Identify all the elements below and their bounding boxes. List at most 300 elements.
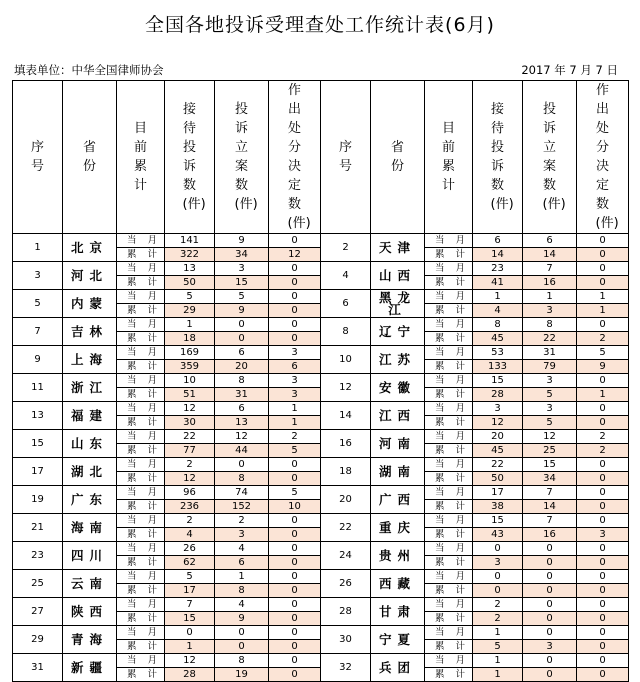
header-cumulative: 目前累计 xyxy=(117,81,165,234)
cumulative-label: 累 计 xyxy=(117,444,165,458)
decided-cumulative-cell: 3 xyxy=(269,388,321,402)
decided-cumulative-cell: 0 xyxy=(577,248,629,262)
month-label: 当 月 xyxy=(117,234,165,248)
cumulative-label: 累 计 xyxy=(425,472,473,486)
table-row xyxy=(13,318,629,332)
received-month-cell: 169 xyxy=(165,346,215,360)
month-label: 当 月 xyxy=(425,486,473,500)
month-label: 当 月 xyxy=(117,262,165,276)
filed-cumulative-cell: 44 xyxy=(215,444,269,458)
header-row xyxy=(13,81,629,234)
filed-cumulative-cell: 0 xyxy=(523,556,577,570)
province-cell: 浙江 xyxy=(63,374,117,402)
seq-cell: 19 xyxy=(13,486,63,514)
cumulative-label: 累 计 xyxy=(425,640,473,654)
received-month-cell: 0 xyxy=(473,570,523,584)
received-cumulative-cell: 133 xyxy=(473,360,523,374)
seq-cell: 32 xyxy=(321,654,371,682)
cumulative-label: 累 计 xyxy=(117,416,165,430)
seq-cell: 12 xyxy=(321,374,371,402)
month-label: 当 月 xyxy=(425,318,473,332)
province-cell: 四川 xyxy=(63,542,117,570)
seq-cell: 25 xyxy=(13,570,63,598)
received-month-cell: 141 xyxy=(165,234,215,248)
cumulative-label: 累 计 xyxy=(117,360,165,374)
province-cell: 甘肃 xyxy=(371,598,425,626)
table-row xyxy=(13,654,629,668)
received-cumulative-cell: 12 xyxy=(165,472,215,486)
header-seq: 序号 xyxy=(321,81,371,234)
received-cumulative-cell: 50 xyxy=(473,472,523,486)
cumulative-label: 累 计 xyxy=(425,668,473,682)
filed-month-cell: 15 xyxy=(523,458,577,472)
seq-cell: 5 xyxy=(13,290,63,318)
province-cell: 河北 xyxy=(63,262,117,290)
table-row xyxy=(13,374,629,388)
received-month-cell: 7 xyxy=(165,598,215,612)
decided-month-cell: 3 xyxy=(269,374,321,388)
month-label: 当 月 xyxy=(117,598,165,612)
province-cell: 河南 xyxy=(371,430,425,458)
received-cumulative-cell: 5 xyxy=(473,640,523,654)
header-received: 接待投诉数(件) xyxy=(473,81,523,234)
seq-cell: 18 xyxy=(321,458,371,486)
cumulative-label: 累 计 xyxy=(117,472,165,486)
decided-month-cell: 5 xyxy=(269,486,321,500)
received-month-cell: 0 xyxy=(473,542,523,556)
header-filed: 投诉立案数(件) xyxy=(523,81,577,234)
month-label: 当 月 xyxy=(425,598,473,612)
seq-cell: 7 xyxy=(13,318,63,346)
cumulative-label: 累 计 xyxy=(425,360,473,374)
decided-cumulative-cell: 0 xyxy=(269,332,321,346)
province-cell: 宁夏 xyxy=(371,626,425,654)
cumulative-label: 累 计 xyxy=(117,388,165,402)
cumulative-label: 累 计 xyxy=(117,248,165,262)
seq-cell: 9 xyxy=(13,346,63,374)
cumulative-label: 累 计 xyxy=(425,584,473,598)
seq-cell: 1 xyxy=(13,234,63,262)
seq-cell: 11 xyxy=(13,374,63,402)
decided-month-cell: 2 xyxy=(269,430,321,444)
decided-month-cell: 0 xyxy=(577,262,629,276)
decided-month-cell: 0 xyxy=(269,262,321,276)
filed-month-cell: 6 xyxy=(215,346,269,360)
province-cell: 兵团 xyxy=(371,654,425,682)
filed-month-cell: 5 xyxy=(215,290,269,304)
filed-month-cell: 0 xyxy=(215,318,269,332)
filed-cumulative-cell: 6 xyxy=(215,556,269,570)
seq-cell: 16 xyxy=(321,430,371,458)
decided-month-cell: 0 xyxy=(577,598,629,612)
received-cumulative-cell: 43 xyxy=(473,528,523,542)
received-cumulative-cell: 77 xyxy=(165,444,215,458)
province-cell: 上海 xyxy=(63,346,117,374)
filed-month-cell: 9 xyxy=(215,234,269,248)
page-title: 全国各地投诉受理查处工作统计表(6月) xyxy=(145,14,495,36)
filed-cumulative-cell: 3 xyxy=(215,528,269,542)
decided-cumulative-cell: 0 xyxy=(269,304,321,318)
decided-cumulative-cell: 2 xyxy=(577,332,629,346)
seq-cell: 4 xyxy=(321,262,371,290)
decided-month-cell: 0 xyxy=(577,626,629,640)
cumulative-label: 累 计 xyxy=(425,332,473,346)
seq-cell: 30 xyxy=(321,626,371,654)
filed-cumulative-cell: 14 xyxy=(523,500,577,514)
filed-month-cell: 0 xyxy=(215,626,269,640)
province-cell: 福建 xyxy=(63,402,117,430)
header-province: 省份 xyxy=(63,81,117,234)
month-label: 当 月 xyxy=(425,262,473,276)
province-cell: 西藏 xyxy=(371,570,425,598)
filed-month-cell: 31 xyxy=(523,346,577,360)
filed-cumulative-cell: 34 xyxy=(523,472,577,486)
decided-month-cell: 0 xyxy=(577,374,629,388)
decided-cumulative-cell: 1 xyxy=(577,388,629,402)
decided-month-cell: 0 xyxy=(577,318,629,332)
filed-month-cell: 0 xyxy=(523,598,577,612)
decided-month-cell: 0 xyxy=(269,458,321,472)
received-month-cell: 5 xyxy=(165,290,215,304)
filed-month-cell: 74 xyxy=(215,486,269,500)
received-cumulative-cell: 30 xyxy=(165,416,215,430)
received-cumulative-cell: 14 xyxy=(473,248,523,262)
seq-cell: 14 xyxy=(321,402,371,430)
province-cell: 广西 xyxy=(371,486,425,514)
filed-cumulative-cell: 5 xyxy=(523,388,577,402)
province-cell: 安徽 xyxy=(371,374,425,402)
decided-cumulative-cell: 0 xyxy=(269,640,321,654)
received-month-cell: 26 xyxy=(165,542,215,556)
received-cumulative-cell: 51 xyxy=(165,388,215,402)
seq-cell: 17 xyxy=(13,458,63,486)
filed-month-cell: 0 xyxy=(523,570,577,584)
province-cell: 辽宁 xyxy=(371,318,425,346)
month-label: 当 月 xyxy=(425,626,473,640)
filed-month-cell: 12 xyxy=(215,430,269,444)
month-label: 当 月 xyxy=(425,542,473,556)
received-cumulative-cell: 28 xyxy=(165,668,215,682)
month-label: 当 月 xyxy=(117,402,165,416)
received-cumulative-cell: 18 xyxy=(165,332,215,346)
decided-month-cell: 0 xyxy=(577,458,629,472)
cumulative-label: 累 计 xyxy=(117,500,165,514)
received-cumulative-cell: 4 xyxy=(473,304,523,318)
month-label: 当 月 xyxy=(117,514,165,528)
decided-cumulative-cell: 0 xyxy=(577,668,629,682)
month-label: 当 月 xyxy=(117,486,165,500)
filed-cumulative-cell: 152 xyxy=(215,500,269,514)
filed-month-cell: 3 xyxy=(523,374,577,388)
seq-cell: 21 xyxy=(13,514,63,542)
received-month-cell: 13 xyxy=(165,262,215,276)
month-label: 当 月 xyxy=(425,234,473,248)
received-cumulative-cell: 41 xyxy=(473,276,523,290)
received-month-cell: 10 xyxy=(165,374,215,388)
received-cumulative-cell: 0 xyxy=(473,584,523,598)
seq-cell: 2 xyxy=(321,234,371,262)
filed-cumulative-cell: 5 xyxy=(523,416,577,430)
received-month-cell: 23 xyxy=(473,262,523,276)
seq-cell: 29 xyxy=(13,626,63,654)
decided-month-cell: 0 xyxy=(269,318,321,332)
table-row xyxy=(13,626,629,640)
province-cell: 青海 xyxy=(63,626,117,654)
cumulative-label: 累 计 xyxy=(425,416,473,430)
filed-cumulative-cell: 14 xyxy=(523,248,577,262)
received-cumulative-cell: 45 xyxy=(473,444,523,458)
received-cumulative-cell: 2 xyxy=(473,612,523,626)
header-decided: 作出处分决定数(件) xyxy=(269,81,321,234)
cumulative-label: 累 计 xyxy=(117,584,165,598)
filed-cumulative-cell: 16 xyxy=(523,276,577,290)
decided-cumulative-cell: 1 xyxy=(577,304,629,318)
cumulative-label: 累 计 xyxy=(425,276,473,290)
cumulative-label: 累 计 xyxy=(425,500,473,514)
received-month-cell: 12 xyxy=(165,402,215,416)
decided-month-cell: 0 xyxy=(269,654,321,668)
decided-month-cell: 0 xyxy=(269,598,321,612)
decided-cumulative-cell: 10 xyxy=(269,500,321,514)
month-label: 当 月 xyxy=(117,346,165,360)
received-cumulative-cell: 38 xyxy=(473,500,523,514)
seq-cell: 8 xyxy=(321,318,371,346)
month-label: 当 月 xyxy=(117,374,165,388)
month-label: 当 月 xyxy=(117,654,165,668)
received-month-cell: 22 xyxy=(165,430,215,444)
filed-month-cell: 8 xyxy=(523,318,577,332)
seq-cell: 3 xyxy=(13,262,63,290)
province-cell: 贵州 xyxy=(371,542,425,570)
filed-month-cell: 8 xyxy=(215,374,269,388)
cumulative-label: 累 计 xyxy=(425,248,473,262)
received-cumulative-cell: 1 xyxy=(165,640,215,654)
filed-month-cell: 8 xyxy=(215,654,269,668)
table-row xyxy=(13,430,629,444)
decided-month-cell: 0 xyxy=(577,542,629,556)
province-cell: 湖北 xyxy=(63,458,117,486)
received-month-cell: 0 xyxy=(165,626,215,640)
decided-cumulative-cell: 3 xyxy=(577,528,629,542)
province-cell: 陕西 xyxy=(63,598,117,626)
filed-cumulative-cell: 0 xyxy=(215,640,269,654)
filed-month-cell: 0 xyxy=(523,626,577,640)
table-row xyxy=(13,234,629,248)
received-month-cell: 3 xyxy=(473,402,523,416)
month-label: 当 月 xyxy=(117,318,165,332)
month-label: 当 月 xyxy=(425,402,473,416)
table-row xyxy=(13,262,629,276)
province-cell: 山东 xyxy=(63,430,117,458)
cumulative-label: 累 计 xyxy=(117,668,165,682)
decided-cumulative-cell: 6 xyxy=(269,360,321,374)
decided-cumulative-cell: 0 xyxy=(269,528,321,542)
table-row xyxy=(13,346,629,360)
filed-month-cell: 0 xyxy=(215,458,269,472)
decided-month-cell: 0 xyxy=(577,486,629,500)
filed-cumulative-cell: 25 xyxy=(523,444,577,458)
decided-cumulative-cell: 1 xyxy=(269,416,321,430)
filed-month-cell: 0 xyxy=(523,654,577,668)
received-cumulative-cell: 322 xyxy=(165,248,215,262)
filed-cumulative-cell: 0 xyxy=(523,612,577,626)
received-cumulative-cell: 12 xyxy=(473,416,523,430)
seq-cell: 31 xyxy=(13,654,63,682)
province-cell: 江西 xyxy=(371,402,425,430)
province-cell: 海南 xyxy=(63,514,117,542)
decided-cumulative-cell: 0 xyxy=(269,612,321,626)
month-label: 当 月 xyxy=(425,654,473,668)
decided-cumulative-cell: 0 xyxy=(577,640,629,654)
received-month-cell: 1 xyxy=(473,654,523,668)
table-row xyxy=(13,486,629,500)
cumulative-label: 累 计 xyxy=(117,640,165,654)
received-month-cell: 1 xyxy=(473,290,523,304)
decided-cumulative-cell: 12 xyxy=(269,248,321,262)
received-month-cell: 2 xyxy=(165,458,215,472)
received-cumulative-cell: 28 xyxy=(473,388,523,402)
decided-month-cell: 0 xyxy=(269,626,321,640)
received-cumulative-cell: 62 xyxy=(165,556,215,570)
filed-cumulative-cell: 3 xyxy=(523,304,577,318)
decided-cumulative-cell: 0 xyxy=(269,668,321,682)
filed-cumulative-cell: 19 xyxy=(215,668,269,682)
seq-cell: 22 xyxy=(321,514,371,542)
decided-month-cell: 0 xyxy=(577,654,629,668)
seq-cell: 24 xyxy=(321,542,371,570)
received-month-cell: 15 xyxy=(473,374,523,388)
decided-cumulative-cell: 0 xyxy=(269,276,321,290)
filed-month-cell: 6 xyxy=(215,402,269,416)
decided-month-cell: 0 xyxy=(577,570,629,584)
filed-cumulative-cell: 34 xyxy=(215,248,269,262)
province-cell: 江苏 xyxy=(371,346,425,374)
filed-cumulative-cell: 0 xyxy=(523,668,577,682)
header-decided: 作出处分决定数(件) xyxy=(577,81,629,234)
filed-month-cell: 1 xyxy=(523,290,577,304)
month-label: 当 月 xyxy=(117,458,165,472)
month-label: 当 月 xyxy=(425,430,473,444)
decided-month-cell: 0 xyxy=(269,570,321,584)
received-cumulative-cell: 1 xyxy=(473,668,523,682)
received-cumulative-cell: 29 xyxy=(165,304,215,318)
seq-cell: 13 xyxy=(13,402,63,430)
cumulative-label: 累 计 xyxy=(425,444,473,458)
month-label: 当 月 xyxy=(425,570,473,584)
filed-cumulative-cell: 3 xyxy=(523,640,577,654)
table-row xyxy=(13,402,629,416)
table-body xyxy=(13,234,629,682)
received-month-cell: 15 xyxy=(473,514,523,528)
filed-month-cell: 2 xyxy=(215,514,269,528)
cumulative-label: 累 计 xyxy=(117,276,165,290)
cumulative-label: 累 计 xyxy=(425,612,473,626)
province-cell: 黑龙江 xyxy=(371,290,425,318)
received-cumulative-cell: 3 xyxy=(473,556,523,570)
month-label: 当 月 xyxy=(425,290,473,304)
month-label: 当 月 xyxy=(117,542,165,556)
table-row xyxy=(13,598,629,612)
filed-month-cell: 4 xyxy=(215,542,269,556)
seq-cell: 28 xyxy=(321,598,371,626)
decided-cumulative-cell: 0 xyxy=(269,584,321,598)
filing-unit: 填表单位：中华全国律师协会 xyxy=(14,63,164,77)
filed-month-cell: 7 xyxy=(523,486,577,500)
month-label: 当 月 xyxy=(425,346,473,360)
decided-month-cell: 1 xyxy=(577,290,629,304)
decided-cumulative-cell: 0 xyxy=(577,276,629,290)
received-cumulative-cell: 359 xyxy=(165,360,215,374)
decided-month-cell: 0 xyxy=(577,514,629,528)
received-month-cell: 1 xyxy=(473,626,523,640)
province-cell: 内蒙 xyxy=(63,290,117,318)
cumulative-label: 累 计 xyxy=(117,528,165,542)
received-month-cell: 20 xyxy=(473,430,523,444)
header-filed: 投诉立案数(件) xyxy=(215,81,269,234)
filed-month-cell: 7 xyxy=(523,262,577,276)
seq-cell: 20 xyxy=(321,486,371,514)
filed-cumulative-cell: 31 xyxy=(215,388,269,402)
received-month-cell: 96 xyxy=(165,486,215,500)
received-month-cell: 8 xyxy=(473,318,523,332)
received-cumulative-cell: 4 xyxy=(165,528,215,542)
filed-month-cell: 7 xyxy=(523,514,577,528)
received-month-cell: 12 xyxy=(165,654,215,668)
decided-cumulative-cell: 0 xyxy=(577,612,629,626)
filed-cumulative-cell: 15 xyxy=(215,276,269,290)
received-cumulative-cell: 15 xyxy=(165,612,215,626)
month-label: 当 月 xyxy=(117,626,165,640)
filed-cumulative-cell: 9 xyxy=(215,304,269,318)
decided-month-cell: 0 xyxy=(269,542,321,556)
filed-cumulative-cell: 0 xyxy=(523,584,577,598)
month-label: 当 月 xyxy=(425,458,473,472)
decided-cumulative-cell: 2 xyxy=(577,444,629,458)
province-cell: 山西 xyxy=(371,262,425,290)
received-cumulative-cell: 17 xyxy=(165,584,215,598)
month-label: 当 月 xyxy=(117,570,165,584)
month-label: 当 月 xyxy=(117,430,165,444)
header-cumulative: 目前累计 xyxy=(425,81,473,234)
received-month-cell: 2 xyxy=(165,514,215,528)
filed-month-cell: 4 xyxy=(215,598,269,612)
cumulative-label: 累 计 xyxy=(425,556,473,570)
received-cumulative-cell: 45 xyxy=(473,332,523,346)
decided-month-cell: 1 xyxy=(269,402,321,416)
header-province: 省份 xyxy=(371,81,425,234)
province-cell: 吉林 xyxy=(63,318,117,346)
cumulative-label: 累 计 xyxy=(425,304,473,318)
month-label: 当 月 xyxy=(117,290,165,304)
filed-cumulative-cell: 22 xyxy=(523,332,577,346)
report-date: 2017 年 7 月 7 日 xyxy=(521,63,618,77)
province-cell: 北京 xyxy=(63,234,117,262)
filed-month-cell: 12 xyxy=(523,430,577,444)
filed-month-cell: 0 xyxy=(523,542,577,556)
province-cell: 天津 xyxy=(371,234,425,262)
table-row xyxy=(13,458,629,472)
decided-cumulative-cell: 0 xyxy=(577,584,629,598)
table-row xyxy=(13,290,629,304)
filed-cumulative-cell: 9 xyxy=(215,612,269,626)
decided-cumulative-cell: 0 xyxy=(577,472,629,486)
filed-month-cell: 3 xyxy=(215,262,269,276)
header-received: 接待投诉数(件) xyxy=(165,81,215,234)
filed-month-cell: 6 xyxy=(523,234,577,248)
header-seq: 序号 xyxy=(13,81,63,234)
province-cell: 云南 xyxy=(63,570,117,598)
filed-cumulative-cell: 79 xyxy=(523,360,577,374)
